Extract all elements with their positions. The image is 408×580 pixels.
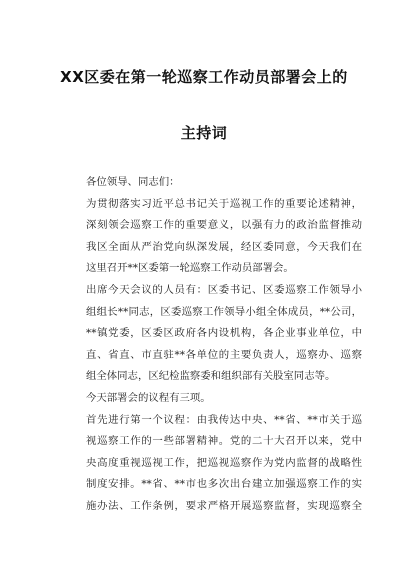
document-body xyxy=(86,172,362,518)
body-line: 各位领导、同志们： xyxy=(86,176,180,188)
body-line: 央高度重视巡视工作，把巡视巡察作为党内监督的战略性 xyxy=(86,456,362,469)
body-line: 为贯彻落实习近平总书记关于巡视工作的重要论述精神， xyxy=(86,197,362,210)
body-line: 我区全面从严治党向纵深发展，经区委同意，今天我们在 xyxy=(86,240,362,253)
body-line: 这里召开**区委第一轮巡察工作动员部署会。 xyxy=(86,262,294,275)
document-title-line-2: 主持词 xyxy=(180,124,228,142)
body-line: 今天部署会的议程有三项。 xyxy=(86,391,211,404)
document-title-line-1: XX区委在第一轮巡察工作动员部署会上的 xyxy=(60,68,348,86)
body-line: 组组长**同志，区委巡察工作领导小组全体成员，**公司， xyxy=(86,305,362,318)
body-line: **镇党委，区委区政府各内设机构，各企业事业单位，中 xyxy=(86,327,362,340)
body-line: 视巡察工作的一些部署精神。党的二十大召开以来，党中 xyxy=(86,435,362,448)
body-line: 组全体同志，区纪检监察委和组织部有关股室同志等。 xyxy=(86,370,336,383)
body-line: 直、省直、市直驻**各单位的主要负责人，巡察办、巡察 xyxy=(86,348,362,361)
body-line: 首先进行第一个议程：由我传达中央、**省、**市关于巡 xyxy=(86,413,362,426)
body-line: 施办法、工作条例，要求严格开展巡察监督，实现巡察全 xyxy=(86,499,362,512)
body-line: 制度安排。**省、**市也多次出台建立加强巡察工作的实 xyxy=(86,478,362,491)
body-line: 深刻领会巡察工作的重要意义，以强有力的政治监督推动 xyxy=(86,219,362,232)
body-line: 出席今天会议的人员有：区委书记、区委巡察工作领导小 xyxy=(86,283,362,296)
